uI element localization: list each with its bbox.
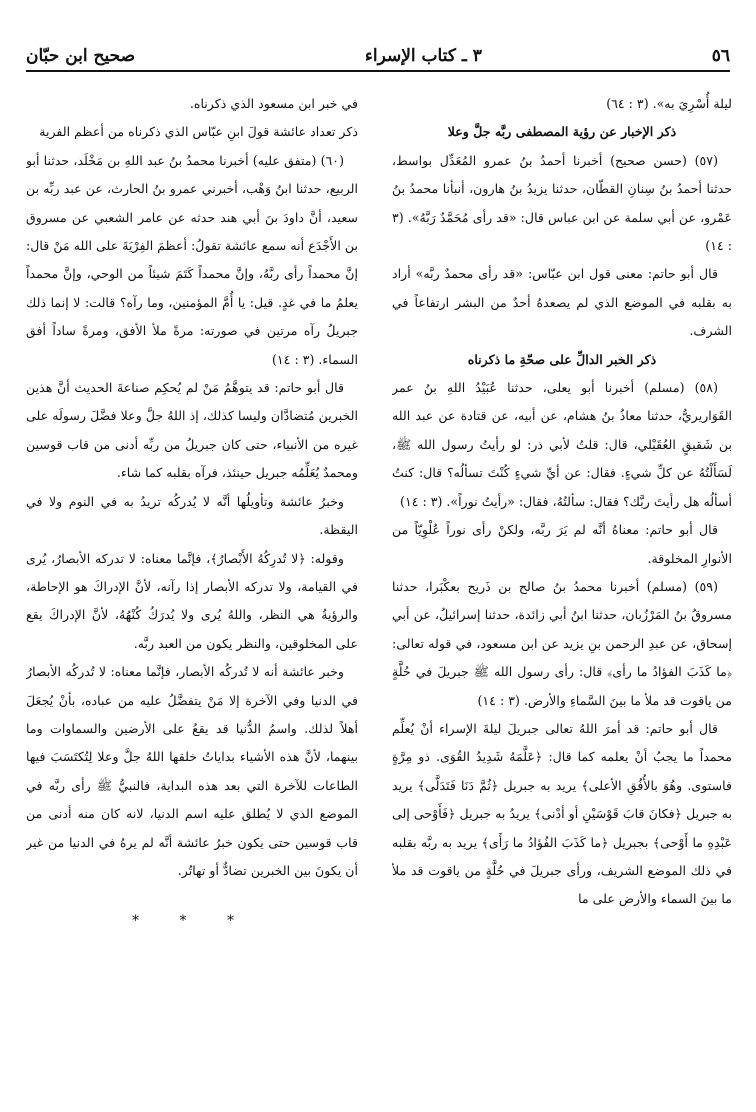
ornament-stars: * * *: [132, 913, 252, 930]
section-heading: ذكر الخبر الدالِّ على صحّةِ ما ذكرناه: [467, 351, 657, 367]
book-title: صحيح ابن حبّان: [26, 46, 136, 66]
hadith-58: (٥٨) (مسلم) أخبرنا أبو يعلى، حدثنا عُبَيْدُ اللهِ بنُ عمر القَوَاريريُّ، حدثنا معاذُ بنُ هشام، عن أبيه، عن قتادة عن عبد الله بن شَقيقٍ العُقَيْلي، قال: قلتُ لأبي ذر: لو رأيتُ رسول الله ﷺ، لَسَأَلْتُهُ عن كلِّ شيءٍ. فقال: عن أيِّ شيءٍ كُنْتَ تسألُه؟ قال: كنتُ أسألُه هل رأيتَ ربَّك؟ فقال: سألتُهُ، فقال: «رأيتُ نوراً». (٣ : ١٤): [392, 380, 732, 509]
hadith-60: (٦٠) (متفق عليه) أخبرنا محمدُ بنُ عبد اللهِ بن مَخْلَد، حدثنا أبو الربيع، حدثنا ابنُ وَهْب، أخبرني عمرو بنُ الحارث، عن عبد ربِّه بن سعيد، أنَّ داودَ بنَ أبي هند حدثه عن عامر الشعبي عن مسروق بن الأَجْدَع أنه سمع عائشة تقولُ: أعظمَ الفِرْيَةَ على الله مَنْ قال: إنَّ محمداً رأى ربَّهُ، وإنَّ محمداً كَتَمَ شيئاً من الوحي، وإنَّ محمداً يعلمُ ما في غدٍ. قيل: يا أُمَّ المؤمنين، وما رآه؟ قالت: لا إنما ذلك جبريلُ رآه مرتين في صورته: مرةً ملأ الأفق، ومرةً ساداً أفق السماء. (٣ : ١٤): [26, 152, 358, 367]
left-column: [26, 90, 358, 1090]
commentary: قال أبو حاتم: قد أمرَ اللهُ تعالى جبريلَ ليلةَ الإسراء أنْ يُعلِّم محمداً ما يجبُ أنْ يعلمه كما قال: ﴿عَلَّمَهُ شَدِيدُ القُوَى. ذو مِرَّةٍ فاستوى. وهُوَ بالأُفُقِ الأعلى﴾ يريد به جبريل ﴿ثُمَّ دَنَا فَتَدَلَّى﴾ يريد به جبريل ﴿فكانَ قابَ قَوْسَيْنِ أو أدْنى﴾ يريدُ به جبريل ﴿فَأَوْحى إلى عَبْدِهِ ما أَوْحى﴾ بجبريل ﴿ما كَذَبَ الفُؤادُ ما رَأَى﴾ يريد به ربَّه بقلبه في ذلك الموضع الشريف، ورأى جبريلَ في حُلَّةٍ من ياقوت قد ملأ ما بينَ السماء والأرض على ما: [392, 720, 732, 907]
page-header: [26, 42, 730, 72]
chapter-title: ٣ ـ كتاب الإسراء: [364, 46, 482, 66]
hadith-57: (٥٧) (حسن صحيح) أخبرنا أحمدُ بنُ عمرو المُعَدِّل بواسط، حدثنا أحمدُ بنُ سِنانِ القطّان، حدثنا يزيدُ بنُ هارون، أنبأنا محمدُ بنُ عَمْرو، عن أبي سلمة عن ابن عباس قال: «قد رأى مُحَمَّدٌ رَبَّهُ». (٣ : ١٤): [392, 152, 732, 254]
paragraph: في خبر ابن مسعود الذي ذكرناه.: [189, 96, 358, 111]
paragraph: ليلة أُسْرِيَ به». (٣ : ٦٤): [606, 96, 732, 111]
section-heading: ذكر تعداد عائشة قولَ ابنِ عبّاس الذي ذكرناه من أعظم الفرية: [39, 124, 358, 140]
page-number: ٥٦: [711, 46, 730, 66]
hadith-59: (٥٩) (مسلم) أخبرنا محمدُ بنُ صالح بن ذَريح بعكْبَرا، حدثنا مسروقُ بنُ المَرْزُبان، حدثنا ابنُ أبي زائدة، حدثنا إسرائيلُ، عن أبي إسحاق، عن عبدِ الرحمن بنِ يزيد عن ابن مسعود، في قوله تعالى: ﴿ما كَذَبَ الفؤادُ ما رأى﴾ قال: رأى رسول الله ﷺ جبريلَ في حُلَّةٍ من ياقوت قد ملأ ما بينَ السَّماءِ والأرض. (٣ : ١٤): [392, 578, 732, 708]
paragraph: وخبر عائشة أنه لا تُدركُه الأبصار، فإنَّما معناه: لا تُدركُه الأبصارُ في الدنيا وفي الآخرة إلا مَنْ يتفضَّلُ عليه من عباده، بأنْ يُجعَلَ أهلاً لذلك. واسمُ الدُّنيا قد يقعُ على الأرضين والسماوات وما بينهما، لأنَّ هذه الأشياء بداياتُ خلقها اللهُ جلَّ وعلا لِتُكتَسَبَ فيها الطاعات للآخرة التي بعد هذه البداية، فالنبيُّ ﷺ رأى ربَّه في الموضع الذي لا يُطلق عليه اسم الدنيا، لانه كان منه أدنى من قاب قوسين حتى يكون خبرُ عائشة أنَّه لم يرهُ في الدنيا من غير أن يكونَ بين الخبرين تضادٌّ أو تهاتُر.: [26, 664, 358, 878]
paragraph: وقوله: ﴿لا تُدرِكُهُ الأَبْصارُ﴾، فإنَّما معناه: لا تدركه الأبصارُ، يُرى في القيامة، ولا تدركه الأبصار إذا رآنه، لأنَّ الإدراكَ هو الإحاطة، والرؤيةُ هي النظر، واللهُ يُرى ولا يُدرَكُ كُنْهُهُ، لأنَّ الإدراكَ يقع على المخلوقين، والنظر يكون من العبد ربَّه.: [26, 550, 358, 651]
commentary: قال أبو حاتم: معنى قول ابن عبّاس: «قد رأى محمدٌ ربَّه» أراد به بقلبه في الموضع الذي لم يصعدهُ أحدٌ من البشر ارتفاعاً في الشرف.: [392, 266, 732, 339]
paragraph: وخبرُ عائشة وتأويلُها أنَّه لا يُدركُه تريدُ به في النوم ولا في اليقظة.: [26, 493, 358, 538]
commentary: قال أبو حاتم: معناهُ أنَّه لم يَرَ ربَّه، ولكنْ رأى نوراً عُلْوِيّاً من الأنوارِ المخلوقة.: [392, 522, 732, 566]
commentary: قال أبو حاتم: قد يتوهَّمُ مَنْ لم يُحكِم صناعةَ الحديث أنَّ هذين الخبرين مُتضادَّان وليسا كذلك، إذ اللهُ جلَّ وعلا فضَّلَ رسولَه على غيره من الأنبياء، حتى كان جبريلُ من ربِّه أدنى من قاب قوسين ومحمدٌ يُعَلِّمُه جبريل حينئذ، فرآه بقلبه كما شاء.: [26, 380, 358, 481]
section-heading: ذكر الإخبار عن رؤية المصطفى ربَّه جلَّ وعلا: [447, 124, 677, 140]
right-column: [392, 90, 732, 1090]
